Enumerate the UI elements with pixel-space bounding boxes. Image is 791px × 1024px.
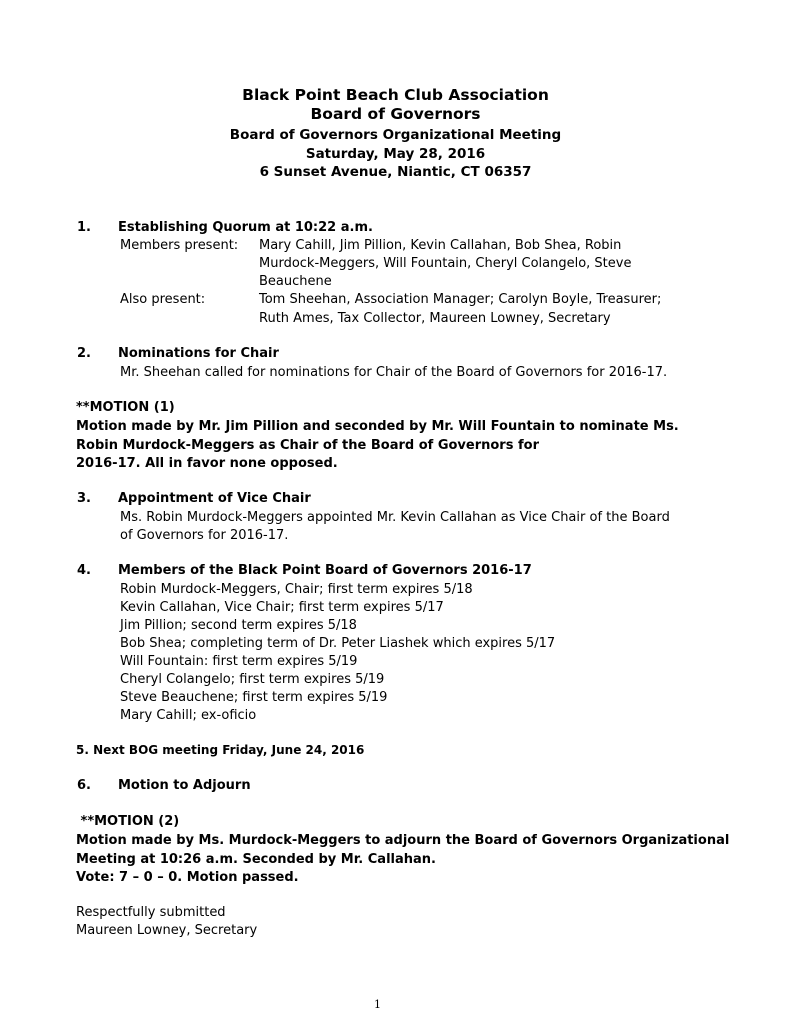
- section-4-number: 4.: [77, 563, 91, 578]
- section-1-number: 1.: [77, 220, 91, 235]
- board-member-line: Jim Pillion; second term expires 5/18: [120, 618, 357, 633]
- section-2-title: Nominations for Chair: [118, 346, 279, 361]
- signoff-signature: Maureen Lowney, Secretary: [76, 923, 258, 938]
- meeting-title: Board of Governors Organizational Meeting: [229, 127, 562, 143]
- motion-1-line: Robin Murdock-Meggers as Chair of the Board of Governors for: [76, 438, 539, 453]
- section-3-body: of Governors for 2016-17.: [120, 528, 289, 543]
- meeting-address: 6 Sunset Avenue, Niantic, CT 06357: [259, 164, 532, 180]
- also-present-line: Ruth Ames, Tax Collector, Maureen Lowney, Secretary: [259, 311, 611, 326]
- members-present-line: Mary Cahill, Jim Pillion, Kevin Callahan, Bob Shea, Robin: [259, 238, 622, 253]
- next-meeting: 5. Next BOG meeting Friday, June 24, 2016: [76, 743, 365, 757]
- motion-2-line: Motion made by Ms. Murdock-Meggers to adjourn the Board of Governors Organizational: [76, 833, 730, 848]
- section-3-title: Appointment of Vice Chair: [118, 491, 311, 506]
- board-member-line: Cheryl Colangelo; first term expires 5/19: [120, 672, 385, 687]
- section-4-title: Members of the Black Point Board of Governors 2016-17: [118, 563, 532, 578]
- motion-1-label: **MOTION (1): [76, 400, 175, 415]
- page-number: 1: [374, 998, 381, 1011]
- board-name: Board of Governors: [310, 105, 481, 123]
- section-2-number: 2.: [77, 346, 91, 361]
- section-2-body: Mr. Sheehan called for nominations for Chair of the Board of Governors for 2016-17.: [120, 365, 668, 380]
- meeting-date: Saturday, May 28, 2016: [305, 146, 486, 162]
- members-present-line: Beauchene: [259, 274, 332, 289]
- section-3-number: 3.: [77, 491, 91, 506]
- also-present-line: Tom Sheehan, Association Manager; Carolyn Boyle, Treasurer;: [259, 292, 662, 307]
- also-present-label: Also present:: [120, 292, 206, 307]
- board-member-line: Kevin Callahan, Vice Chair; first term expires 5/17: [120, 600, 444, 615]
- motion-2-label: **MOTION (2): [76, 814, 180, 829]
- members-present-line: Murdock-Meggers, Will Fountain, Cheryl Colangelo, Steve: [259, 256, 632, 271]
- board-member-line: Bob Shea; completing term of Dr. Peter Liashek which expires 5/17: [120, 636, 556, 651]
- section-1-title: Establishing Quorum at 10:22 a.m.: [118, 220, 373, 235]
- motion-1-line: 2016-17. All in favor none opposed.: [76, 456, 338, 471]
- board-member-line: Mary Cahill; ex-oficio: [120, 708, 257, 723]
- org-name: Black Point Beach Club Association: [242, 86, 549, 104]
- section-3-body: Ms. Robin Murdock-Meggers appointed Mr. Kevin Callahan as Vice Chair of the Board: [120, 510, 670, 525]
- board-member-line: Will Fountain: first term expires 5/19: [120, 654, 358, 669]
- section-6-number: 6.: [77, 778, 91, 793]
- board-member-line: Steve Beauchene; first term expires 5/19: [120, 690, 388, 705]
- motion-2-line: Meeting at 10:26 a.m. Seconded by Mr. Callahan.: [76, 852, 436, 867]
- motion-2-line: Vote: 7 – 0 – 0. Motion passed.: [76, 870, 299, 885]
- signoff-line: Respectfully submitted: [76, 905, 226, 920]
- motion-1-line: Motion made by Mr. Jim Pillion and seconded by Mr. Will Fountain to nominate Ms.: [76, 419, 679, 434]
- board-member-line: Robin Murdock-Meggers, Chair; first term expires 5/18: [120, 582, 473, 597]
- members-present-label: Members present:: [120, 238, 239, 253]
- section-6-title: Motion to Adjourn: [118, 778, 251, 793]
